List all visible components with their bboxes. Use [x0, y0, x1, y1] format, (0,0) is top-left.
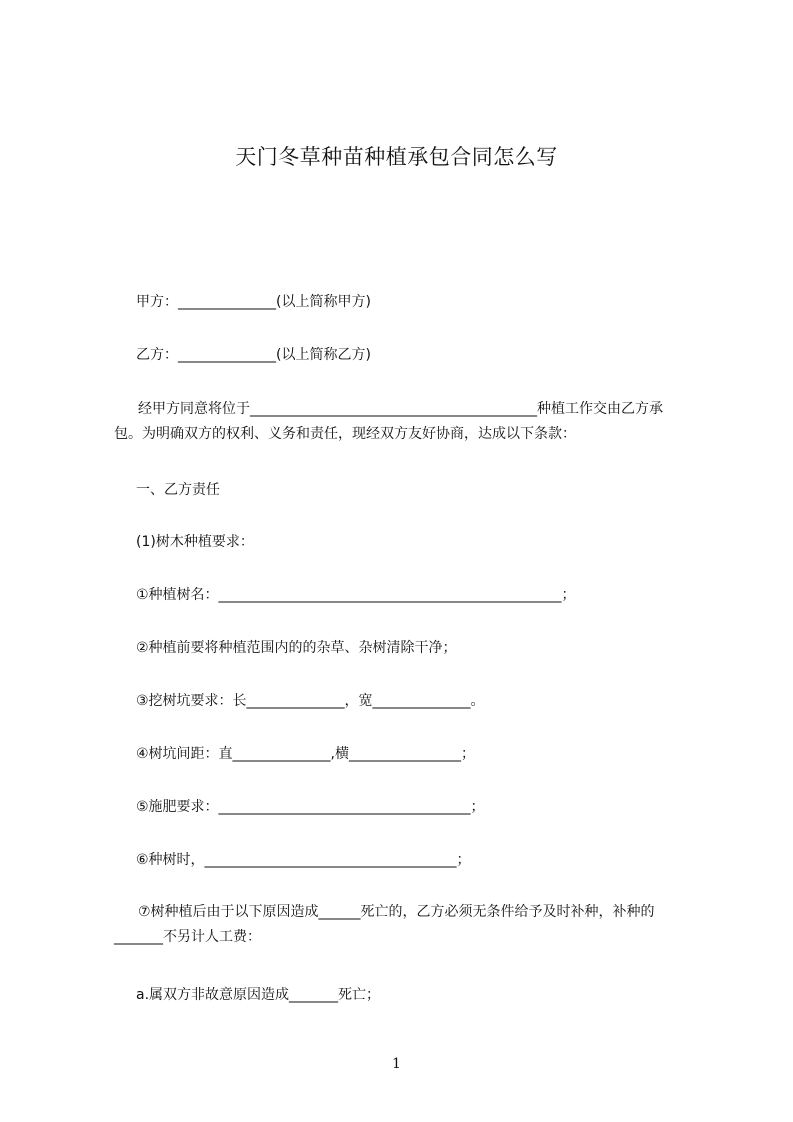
intro-paragraph: 经甲方同意将位于_________________________________________种植工作交由乙方承包。为明确双方的权利、义务和责任，现经双方友好协商，达成以下条款：: [114, 401, 663, 442]
clause-item: ⑤施肥要求：____________________________________；: [136, 799, 485, 815]
clause-item-paragraph: ⑦树种植后由于以下原因造成______死亡的，乙方必须无条件给予及时补种，补种的_______不另计人工费：: [114, 904, 655, 945]
clause-item: ②种植前要将种植范围内的的杂草、杂树清除干净；: [136, 640, 457, 656]
clause-item: ①种植树名：_________________________________________________；: [136, 587, 576, 603]
party-b-line: 乙方：______________(以上简称乙方): [136, 347, 371, 363]
document-title: 天门冬草种苗种植承包合同怎么写: [235, 145, 558, 169]
clause-item: ④树坑间距：直______________,横________________；: [136, 746, 476, 762]
page-number: 1: [392, 1056, 401, 1072]
clause-subitem: a.属双方非故意原因造成_______死亡；: [136, 987, 381, 1003]
clause-item: ⑥种树时，____________________________________；: [136, 852, 471, 868]
section-heading: 一、乙方责任: [136, 482, 220, 498]
party-a-line: 甲方：______________(以上简称甲方): [136, 294, 371, 310]
clause-item: ③挖树坑要求：长______________，宽______________。: [136, 693, 485, 709]
subsection-heading: (1)树木种植要求：: [136, 534, 254, 550]
